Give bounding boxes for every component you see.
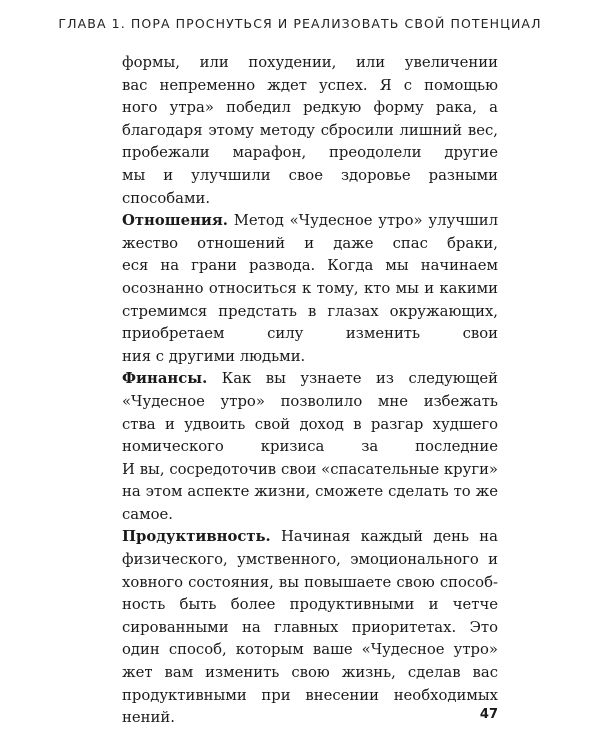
item-title: Продуктивность. <box>122 528 271 546</box>
text-line: стремимся предстать в глазах окружающих, <box>122 302 498 320</box>
text-line: физического, умственного, эмоционального и <box>122 551 498 569</box>
text-line: ства и удвоить свой доход в разгар худшего <box>122 415 498 433</box>
text-line: способами. <box>122 189 211 207</box>
text-line: номического кризиса за последние <box>122 438 498 456</box>
text-line: самое. <box>122 505 173 523</box>
text-line: сированными на главных приоритетах. Это <box>122 618 498 636</box>
text-line: вас непременно ждет успех. Я с помощью <box>122 76 498 94</box>
text-line: жество отношений и даже спас браки, <box>122 234 498 252</box>
list-item-productivity <box>100 526 498 729</box>
text-line: нений. <box>122 709 175 727</box>
text-line: ния с другими людьми. <box>122 347 306 365</box>
intro-paragraph <box>100 52 498 210</box>
page-number: 47 <box>479 707 498 722</box>
text-line: жет вам изменить свою жизнь, сделав вас <box>122 664 498 682</box>
text-line: продуктивными при внесении необходимых <box>122 686 498 704</box>
text-line: мы и улучшили свое здоровье разными <box>122 166 498 184</box>
item-text: Как вы узнаете из следующей <box>221 370 498 388</box>
text-line: формы, или похудении, или увеличении <box>122 54 498 71</box>
body-text <box>100 52 498 730</box>
item-first-line <box>122 210 498 233</box>
item-text: Начиная каждый день на <box>280 528 498 546</box>
item-title: Финансы. <box>122 370 208 388</box>
text-line: приобретаем силу изменить свои <box>122 325 498 343</box>
text-line: ность быть более продуктивными и четче <box>122 596 498 614</box>
text-line: пробежали марафон, преодолели другие <box>122 144 498 162</box>
list-item-finances <box>100 368 498 526</box>
list-item-relationships <box>100 210 498 368</box>
item-first-line <box>122 526 498 549</box>
item-first-line <box>122 368 498 391</box>
text-line: ного утра» победил редкую форму рака, а <box>122 99 498 117</box>
item-title: Отношения. <box>122 212 228 230</box>
text-line: еся на грани развода. Когда мы начинаем <box>122 257 498 275</box>
text-line: один способ, которым ваше «Чудесное утро» <box>122 641 498 659</box>
text-line: И вы, сосредоточив свои «спасательные круги» <box>122 460 498 478</box>
text-line: ховного состояния, вы повышаете свою способ- <box>122 573 498 591</box>
text-line: благодаря этому методу сбросили лишний вес, <box>122 121 498 139</box>
running-header: ГЛАВА 1. ПОРА ПРОСНУТЬСЯ И РЕАЛИЗОВАТЬ СВОЙ ПОТЕНЦИАЛ <box>58 16 542 31</box>
text-line: осознанно относиться к тому, кто мы и какими <box>122 279 498 297</box>
item-text: Метод «Чудесное утро» улучшил <box>233 212 498 230</box>
text-line: «Чудесное утро» позволило мне избежать <box>122 392 498 410</box>
text-line: на этом аспекте жизни, сможете сделать то же <box>122 483 498 501</box>
